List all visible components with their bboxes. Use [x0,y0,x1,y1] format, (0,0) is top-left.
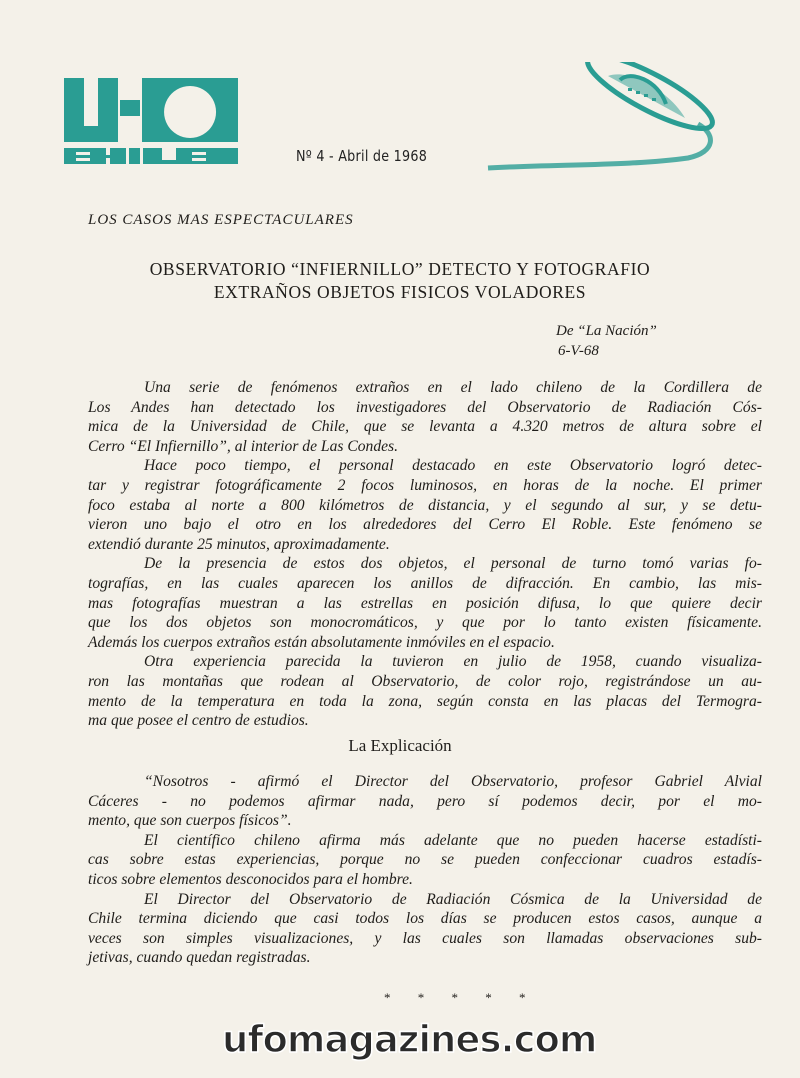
text-line: Cerro “El Infiernillo”, al interior de Las Condes. [88,437,399,455]
article-body-part-2 [88,772,762,968]
end-mark: * * * * * [384,990,538,1005]
text-line: mento de la temperatura en toda la zona, según consta en las placas del Termogra- [88,692,762,710]
text-line: Hace poco tiempo, el personal destacado en este Observatorio logró detec- [144,457,762,475]
watermark: ufomagazines.com [222,1018,597,1061]
title-line: EXTRAÑOS OBJETOS FISICOS VOLADORES [213,282,587,302]
text-line: que los dos objetos son monocromáticos, y que por lo tanto existen físicamente. [88,614,762,632]
source-name: De “La Nación” [556,323,657,339]
source-date: 6-V-68 [558,343,599,359]
subheading: La Explicación [348,736,452,755]
text-line: tar y registrar fotográficamente 2 focos luminosos, en horas de la noche. El primer [88,476,762,494]
paragraph [88,890,762,968]
text-line: jetivas, cuando quedan registradas. [88,949,311,967]
section-kicker: LOS CASOS MAS ESPECTACULARES [88,212,354,228]
text-line: Otra experiencia parecida la tuvieron en julio de 1958, cuando visualiza- [144,653,762,671]
text-line: mica de la Universidad de Chile, que se levanta a 4.320 metros de altura sobre el [88,418,762,436]
text-line: veces son simples visualizaciones, y las cuales son llamadas observaciones sub- [88,929,762,947]
text-line: El científico chileno afirma más adelante que no pueden hacerse estadísti- [144,831,762,849]
paragraph [88,831,762,890]
article-title [0,258,800,304]
text-line: mento, que son cuerpos físicos”. [88,812,292,830]
text-line: De la presencia de estos dos objetos, el personal de turno tomó varias fo- [144,555,762,573]
paragraph [88,456,762,554]
text-line: Además los cuerpos extraños están absolutamente inmóviles en el espacio. [88,633,555,651]
text-line: ma que posee el centro de estudios. [88,712,309,730]
text-line: vieron uno bajo el otro en los alrededores del Cerro El Roble. Este fenómeno se [88,516,762,534]
article-body-part-1 [88,378,762,731]
issue-label: Nº 4 - Abril de 1968 [296,147,428,165]
text-line: Los Andes han detectado los investigadores del Observatorio de Radiación Cós- [88,398,762,416]
text-line: Cáceres - no podemos afirmar nada, pero sí podemos decir, por el mo- [88,792,762,810]
title-line: OBSERVATORIO “INFIERNILLO” DETECTO Y FOTOGRAFIO [149,259,651,279]
text-line: Una serie de fenómenos extraños en el lado chileno de la Cordillera de [144,379,762,396]
paragraph [88,554,762,652]
text-line: ron las montañas que rodean al Observatorio, de color rojo, registrándose un au- [88,672,762,690]
text-line: mas fotografías muestran a las estrellas en posición difusa, lo que quiere decir [88,594,762,612]
text-line: extendió durante 25 minutos, aproximadamente. [88,535,390,553]
text-line: “Nosotros - afirmó el Director del Observatorio, profesor Gabriel Alvial [144,773,762,790]
paragraph [88,772,762,831]
paragraph [88,378,762,456]
source-citation [556,321,657,361]
text-line: cas sobre estas experiencias, porque no se pueden confeccionar cuadros estadís- [88,851,762,869]
ufo-chile-logo [62,78,240,166]
text-line: tografías, en las cuales aparecen los anillos de difracción. En cambio, las mis- [88,574,762,592]
text-line: foco estaba al norte a 800 kilómetros de distancia, y el segundo al sur, y se detu- [88,496,762,514]
text-line: ticos sobre elementos desconocidos para el hombre. [88,870,413,888]
paragraph [88,652,762,730]
text-line: Chile termina diciendo que casi todos los días se producen estos casos, aunque a [88,910,762,928]
flying-saucer-illustration [480,62,730,172]
text-line: El Director del Observatorio de Radiación Cósmica de la Universidad de [144,890,762,908]
